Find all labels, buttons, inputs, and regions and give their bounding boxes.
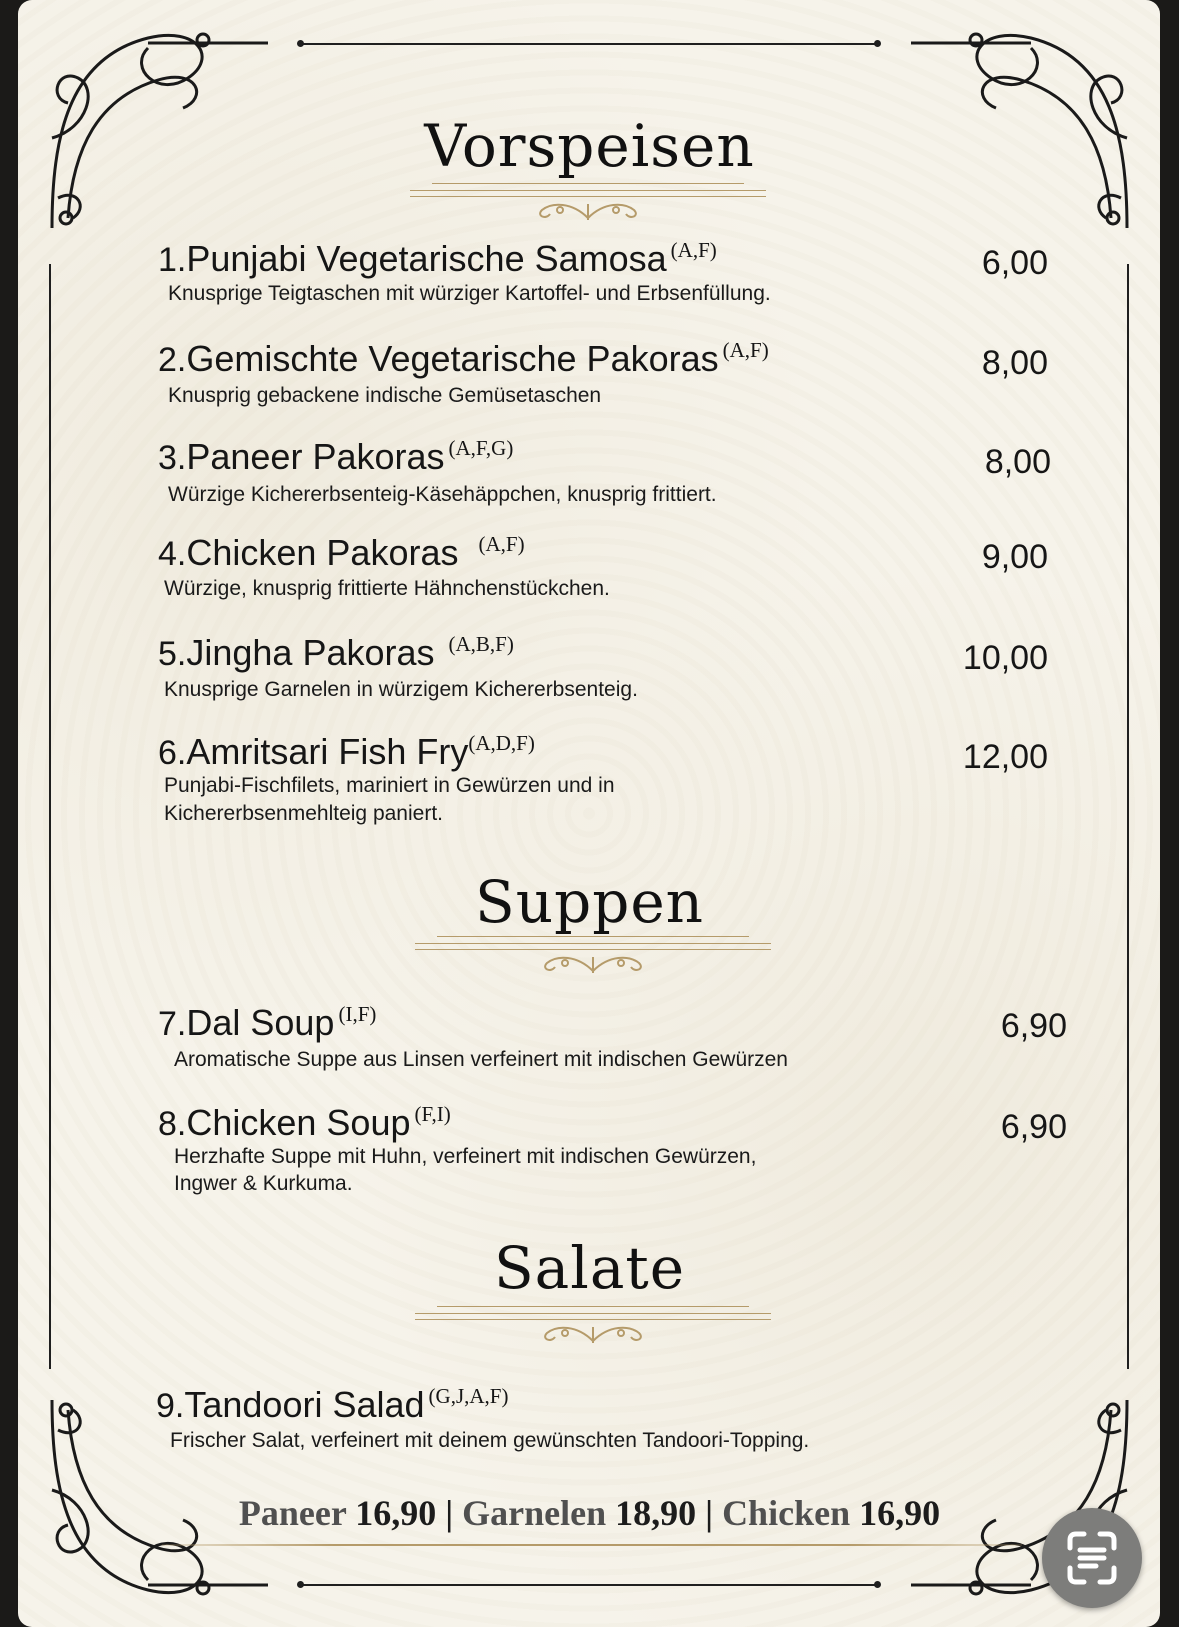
menu-item-description: Herzhafte Suppe mit Huhn, verfeinert mit indischen Gewürzen, bbox=[174, 1145, 757, 1168]
allergen-codes: (A,B,F) bbox=[448, 632, 514, 656]
title-rule bbox=[437, 936, 749, 937]
allergen-codes: (A,F) bbox=[722, 338, 769, 362]
section-title-salate: Salate bbox=[493, 1234, 686, 1302]
title-rule bbox=[415, 943, 771, 944]
menu-item-description: Knusprige Garnelen in würzigem Kichererbsenteig. bbox=[164, 678, 638, 701]
menu-item-name: 6.Amritsari Fish Fry$^{(A,D,F)}$ bbox=[158, 731, 535, 772]
menu-item-description: Würzige, knusprig frittierte Hähnchenstückchen. bbox=[164, 577, 610, 600]
separator: | bbox=[705, 1493, 714, 1533]
menu-item-description: Knusprig gebackene indische Gemüsetaschen bbox=[168, 384, 602, 407]
salad-option-label: Chicken bbox=[722, 1493, 851, 1533]
salad-option-price: 18,90 bbox=[615, 1493, 697, 1533]
gold-divider bbox=[162, 1544, 1022, 1546]
flourish-icon bbox=[537, 951, 649, 977]
title-rule bbox=[437, 1306, 749, 1307]
scan-text-button[interactable] bbox=[1042, 1508, 1142, 1608]
menu-item-name: 8.Chicken Soup $^{(F,I)}$ bbox=[158, 1102, 451, 1143]
allergen-codes: (A,F) bbox=[478, 532, 525, 556]
bottom-border-dot-left bbox=[297, 1581, 304, 1588]
section-title-suppen: Suppen bbox=[474, 868, 705, 936]
title-rule bbox=[415, 1319, 771, 1320]
allergen-codes: (A,F,G) bbox=[448, 436, 514, 460]
section-title-vorspeisen: Vorspeisen bbox=[424, 112, 755, 180]
menu-item-price: 6,90 bbox=[1000, 1007, 1067, 1045]
menu-item-description: Kichererbsenmehlteig paniert. bbox=[164, 802, 443, 825]
menu-item-name: 7.Dal Soup $^{(I,F)}$ bbox=[158, 1002, 377, 1043]
menu-item-name: 2.Gemischte Vegetarische Pakoras $^{(A,F)}$ bbox=[158, 338, 769, 379]
allergen-codes: (A,D,F) bbox=[468, 731, 535, 755]
menu-item-price: 12,00 bbox=[962, 738, 1048, 776]
menu-item-description: Frischer Salat, verfeinert mit deinem gewünschten Tandoori-Topping. bbox=[170, 1429, 810, 1452]
right-border-line bbox=[1127, 264, 1129, 1369]
text-scan-icon bbox=[1042, 1508, 1142, 1608]
flourish-icon bbox=[537, 1321, 649, 1347]
title-rule bbox=[432, 183, 744, 184]
salad-option-price: 16,90 bbox=[859, 1493, 941, 1533]
allergen-codes: (G,J,A,F) bbox=[428, 1384, 509, 1408]
menu-item-price: 9,00 bbox=[981, 538, 1048, 576]
bottom-border-line bbox=[300, 1584, 878, 1586]
menu-item-name: 1.Punjabi Vegetarische Samosa $^{(A,F)}$ bbox=[158, 238, 717, 279]
menu-item-price: 6,90 bbox=[1000, 1108, 1067, 1146]
salad-option-label: Paneer bbox=[238, 1493, 347, 1533]
menu-item-price: 8,00 bbox=[981, 344, 1048, 382]
menu-item-description: Knusprige Teigtaschen mit würziger Kartoffel- und Erbsenfüllung. bbox=[168, 282, 771, 305]
menu-item-name: 4.Chicken Pakoras $^{(A,F)}$ bbox=[158, 532, 525, 573]
title-rule bbox=[415, 1313, 771, 1314]
top-border-dot-left bbox=[297, 40, 304, 47]
menu-item-price: 6,00 bbox=[981, 244, 1048, 282]
allergen-codes: (A,F) bbox=[670, 238, 717, 262]
menu-item-name: 9.Tandoori Salad $^{(G,J,A,F)}$ bbox=[156, 1384, 509, 1425]
menu-item-description: Ingwer & Kurkuma. bbox=[174, 1172, 353, 1195]
title-rule bbox=[415, 949, 771, 950]
top-border-line bbox=[300, 43, 878, 45]
left-border-line bbox=[49, 264, 51, 1369]
title-rule bbox=[410, 196, 766, 197]
top-border-dot-right bbox=[874, 40, 881, 47]
bottom-border-dot-right bbox=[874, 1581, 881, 1588]
salad-option-price: 16,90 bbox=[355, 1493, 437, 1533]
menu-item-name: 3.Paneer Pakoras $^{(A,F,G)}$ bbox=[158, 436, 514, 477]
title-rule bbox=[410, 190, 766, 191]
salad-price-options bbox=[0, 1492, 1179, 1534]
salad-option-label: Garnelen bbox=[462, 1493, 607, 1533]
allergen-codes: (F,I) bbox=[414, 1102, 451, 1126]
menu-item-name: 5.Jingha Pakoras $^{(A,B,F)}$ bbox=[158, 632, 514, 673]
menu-item-description: Würzige Kichererbsenteig-Käsehäppchen, knusprig frittiert. bbox=[168, 483, 717, 506]
menu-item-description: Aromatische Suppe aus Linsen verfeinert mit indischen Gewürzen bbox=[174, 1048, 788, 1071]
flourish-icon bbox=[532, 198, 644, 224]
allergen-codes: (I,F) bbox=[338, 1002, 377, 1026]
menu-item-description: Punjabi-Fischfilets, mariniert in Gewürzen und in bbox=[164, 774, 615, 797]
menu-item-price: 8,00 bbox=[984, 443, 1051, 481]
menu-item-price: 10,00 bbox=[962, 639, 1048, 677]
separator: | bbox=[445, 1493, 454, 1533]
